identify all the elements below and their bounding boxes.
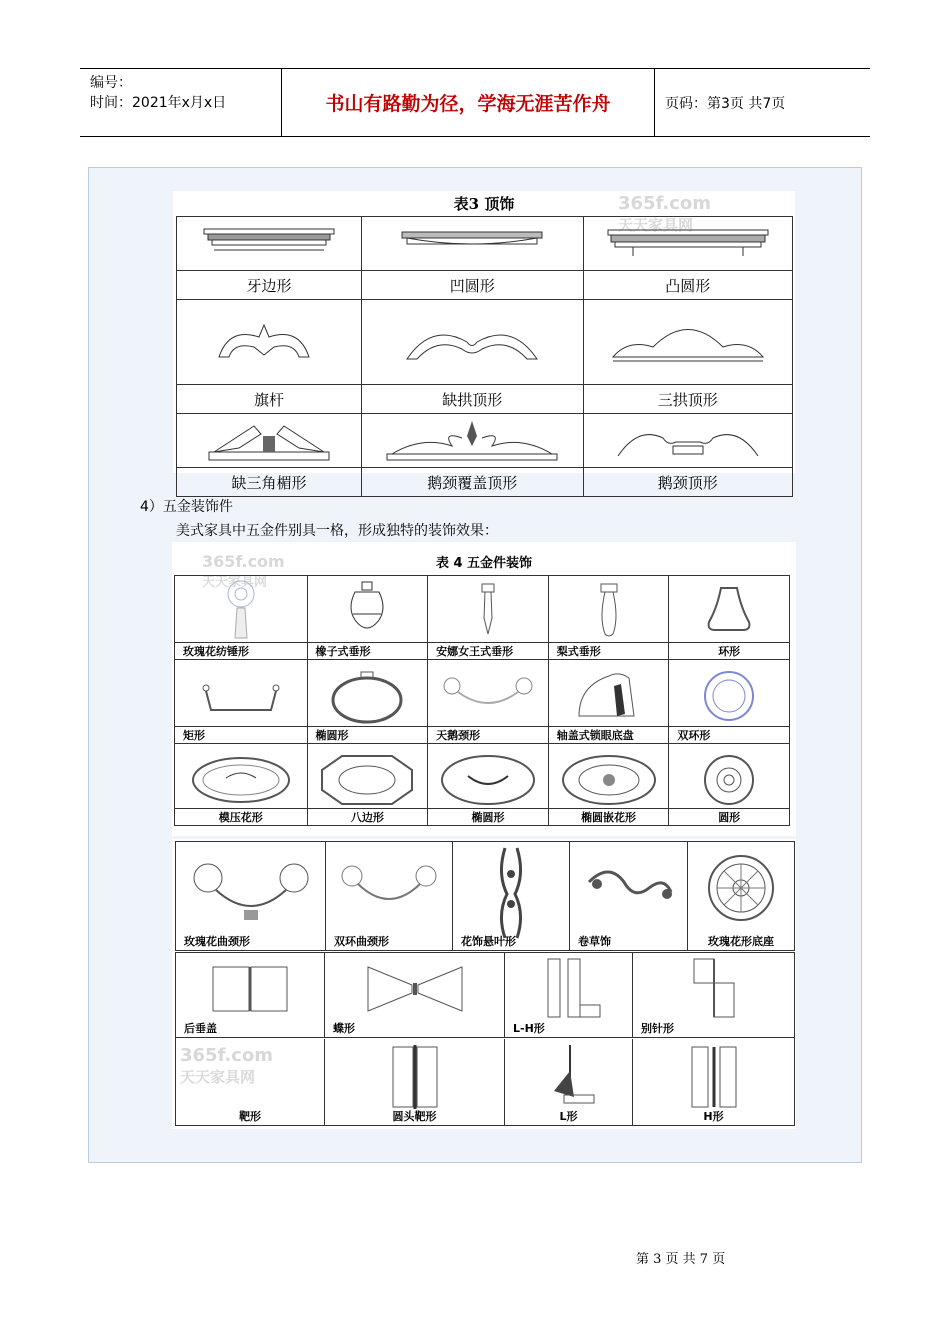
cell-image xyxy=(177,217,362,271)
cell-image xyxy=(669,660,790,727)
table3-grid xyxy=(176,216,793,497)
cell-label: 鹅颈覆盖顶形 xyxy=(361,468,583,497)
cell-image xyxy=(307,576,428,643)
cell-label: 椭圆形 xyxy=(428,809,549,826)
cell-label: 凸圆形 xyxy=(583,271,792,300)
cell xyxy=(176,1039,325,1125)
rosette-bail-icon xyxy=(186,852,316,932)
cell-label: 双环形 xyxy=(669,727,790,744)
cell-image xyxy=(548,744,669,809)
concave-crown-icon xyxy=(397,224,547,264)
round-plate-icon xyxy=(679,752,779,808)
oval-plate-icon xyxy=(438,752,538,808)
round-head-butt-hinge-icon xyxy=(385,1041,445,1111)
cell-image xyxy=(669,744,790,809)
cell-image xyxy=(583,414,792,468)
cell-image xyxy=(548,576,669,643)
cell-label: 天鹅颈形 xyxy=(428,727,549,744)
cell-label: 三拱顶形 xyxy=(583,385,792,414)
cell-image xyxy=(583,300,792,385)
flagpole-pediment-icon xyxy=(199,317,339,367)
pin-hinge-icon xyxy=(674,955,754,1021)
page-footer: 第 3 页 共 7 页 xyxy=(636,1252,726,1267)
cell-label: 鹅颈顶形 xyxy=(583,468,792,497)
cell xyxy=(688,842,794,950)
header-meta xyxy=(80,69,282,136)
cell-label: 缺拱顶形 xyxy=(361,385,583,414)
cell xyxy=(505,953,633,1037)
cell-image xyxy=(307,744,428,809)
queen-anne-drop-icon xyxy=(468,578,508,642)
h-hinge-icon xyxy=(684,1041,744,1111)
cell-label: 蝶形 xyxy=(333,1022,355,1035)
cell-label: 环形 xyxy=(669,643,790,660)
cell-label: 玫瑰花形底座 xyxy=(708,935,774,948)
l-strap-hinge-icon xyxy=(534,1041,604,1111)
table5-block1 xyxy=(175,841,795,951)
cell-label: 梨式垂形 xyxy=(548,643,669,660)
cell-image xyxy=(177,300,362,385)
swan-neck-pull-icon xyxy=(438,666,538,726)
cell-label: 玫瑰花纺锤形 xyxy=(175,643,308,660)
swan-neck-pediment-icon xyxy=(608,416,768,466)
keyhole-escutcheon-icon xyxy=(559,666,659,726)
ring-pull-icon xyxy=(699,578,759,642)
cell-image xyxy=(428,744,549,809)
cell xyxy=(176,953,325,1037)
table4-watermark: 365f.com 天天家具网 xyxy=(202,552,285,590)
table3-watermark: 365f.com 天天家具网 xyxy=(618,193,712,234)
table4 xyxy=(172,542,796,836)
cell xyxy=(505,1039,633,1125)
cell-label: L形 xyxy=(559,1110,578,1123)
cell-image xyxy=(361,414,583,468)
embossed-plate-icon xyxy=(186,752,296,808)
cell xyxy=(570,842,688,950)
cell-image xyxy=(583,217,792,271)
rosette-base-icon xyxy=(701,850,781,930)
cell-label: 椭圆嵌花形 xyxy=(548,809,669,826)
rosette-spindle-icon xyxy=(211,578,271,642)
cell-label: 缺三角楣形 xyxy=(177,468,362,497)
dentil-crown-icon xyxy=(194,224,344,264)
cell-image xyxy=(175,576,308,643)
oval-ring-icon xyxy=(317,666,417,726)
cell-label: 椭圆形 xyxy=(307,727,428,744)
cell xyxy=(176,842,326,950)
butterfly-hinge-icon xyxy=(360,957,470,1021)
cell-label: 矩形 xyxy=(175,727,308,744)
cell-image xyxy=(548,660,669,727)
cell-label: H形 xyxy=(703,1110,724,1123)
cell-label: L-H形 xyxy=(513,1022,545,1035)
cell-image xyxy=(361,217,583,271)
cell-label: 模压花形 xyxy=(175,809,308,826)
cell-label: 凹圆形 xyxy=(361,271,583,300)
cell xyxy=(326,842,453,950)
cell-label: 双环曲颈形 xyxy=(334,935,389,948)
convex-crown-icon xyxy=(603,224,773,264)
table3-caption: 表3 顶饰 xyxy=(453,195,515,213)
cell-label: 靶形 xyxy=(239,1110,261,1123)
table5-block2 xyxy=(175,952,795,1126)
cell-label: 橡子式垂形 xyxy=(307,643,428,660)
cell-image xyxy=(307,660,428,727)
double-ring-bail-icon xyxy=(334,852,444,932)
section-heading: 4）五金装饰件 xyxy=(140,499,233,515)
cell-image xyxy=(669,576,790,643)
drop-leaf-hinge-icon xyxy=(205,957,295,1021)
rectangular-bail-icon xyxy=(191,666,291,726)
cell xyxy=(325,953,505,1037)
cell-image xyxy=(175,744,308,809)
double-ring-icon xyxy=(679,666,779,726)
cell-label: 卷草饰 xyxy=(578,935,611,948)
cell-label: 圆头靶形 xyxy=(392,1110,437,1123)
pear-drop-icon xyxy=(589,578,629,642)
cell-image xyxy=(177,414,362,468)
broken-pediment-icon xyxy=(199,416,339,466)
cell-label: 牙边形 xyxy=(177,271,362,300)
time-label: 时间：2021年x月x日 xyxy=(90,95,227,111)
header-page-label: 页码：第3页 共7页 xyxy=(665,95,786,112)
lh-hinge-icon xyxy=(534,955,604,1021)
section-paragraph: 美式家具中五金件别具一格，形成独特的装饰效果： xyxy=(176,523,498,539)
octagonal-plate-icon xyxy=(317,752,417,808)
table5-watermark: 365f.com 天天家具网 xyxy=(180,1045,274,1086)
page-header xyxy=(80,68,870,137)
cell-image xyxy=(428,660,549,727)
floral-pendant-icon xyxy=(491,844,531,940)
cell-label: 轴盖式锁眼底盘 xyxy=(548,727,669,744)
cell-label: 花饰悬叶形 xyxy=(461,935,516,948)
header-motto: 书山有路勤为径，学海无涯苦作舟 xyxy=(282,69,655,136)
number-label: 编号： xyxy=(90,75,132,91)
cell xyxy=(325,1039,505,1125)
table3 xyxy=(173,191,795,492)
cell xyxy=(453,842,570,950)
cell-label: 旗杆 xyxy=(177,385,362,414)
swan-neck-bonnet-icon xyxy=(382,416,562,466)
cell-label: 玫瑰花曲颈形 xyxy=(184,935,250,948)
cell-label: 圆形 xyxy=(669,809,790,826)
inlaid-oval-plate-icon xyxy=(559,752,659,808)
triple-arch-icon xyxy=(603,317,773,367)
broken-arch-icon xyxy=(392,317,552,367)
cell-image xyxy=(361,300,583,385)
cell-label: 安娜女王式垂形 xyxy=(428,643,549,660)
cell xyxy=(633,953,794,1037)
cell xyxy=(633,1039,794,1125)
cell-label: 别针形 xyxy=(641,1022,674,1035)
acorn-drop-icon xyxy=(337,578,397,642)
cell-label: 后垂盖 xyxy=(184,1022,217,1035)
scroll-ornament-icon xyxy=(579,852,679,932)
table4-grid xyxy=(174,575,790,826)
cell-image xyxy=(428,576,549,643)
cell-label: 八边形 xyxy=(307,809,428,826)
table5 xyxy=(172,839,796,1129)
table4-caption: 表 4 五金件装饰 xyxy=(435,556,533,571)
cell-image xyxy=(175,660,308,727)
